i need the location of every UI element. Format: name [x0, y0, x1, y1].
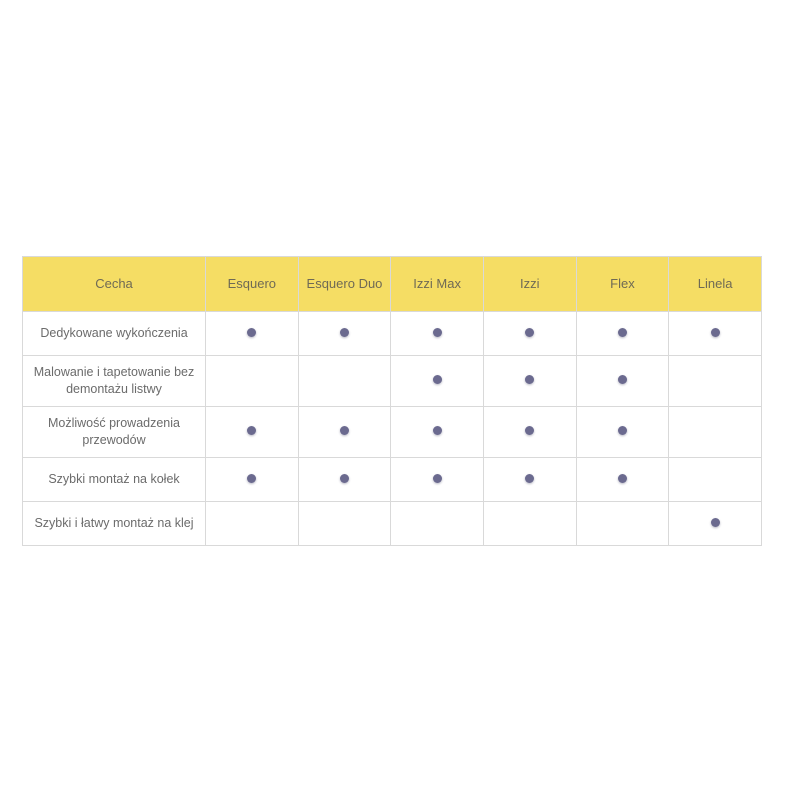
feature-mark-cell — [298, 406, 391, 457]
table-header — [23, 257, 762, 312]
feature-mark-cell — [483, 501, 576, 545]
feature-mark-cell — [298, 457, 391, 501]
column-header-izzi-max: Izzi Max — [391, 257, 484, 312]
feature-mark-cell — [206, 312, 299, 356]
empty-marker-icon — [711, 375, 720, 384]
table-row — [23, 501, 762, 545]
column-header-flex: Flex — [576, 257, 669, 312]
feature-mark-cell — [576, 501, 669, 545]
feature-label-cell: Szybki montaż na kołek — [23, 457, 206, 501]
dot-marker-icon — [525, 375, 534, 384]
feature-mark-cell — [298, 356, 391, 407]
feature-mark-cell — [669, 312, 762, 356]
dot-marker-icon — [618, 474, 627, 483]
dot-marker-icon — [618, 426, 627, 435]
feature-mark-cell — [576, 356, 669, 407]
table-row — [23, 356, 762, 407]
dot-marker-icon — [340, 426, 349, 435]
feature-mark-cell — [669, 457, 762, 501]
column-header-feature: Cecha — [23, 257, 206, 312]
feature-mark-cell — [483, 356, 576, 407]
feature-label-cell: Szybki i łatwy montaż na klej — [23, 501, 206, 545]
table-row — [23, 406, 762, 457]
empty-marker-icon — [711, 426, 720, 435]
feature-mark-cell — [391, 356, 484, 407]
feature-comparison-table — [22, 256, 762, 546]
table-row — [23, 312, 762, 356]
empty-marker-icon — [340, 375, 349, 384]
dot-marker-icon — [525, 426, 534, 435]
empty-marker-icon — [525, 518, 534, 527]
feature-mark-cell — [298, 501, 391, 545]
feature-label-cell: Możliwość prowadzenia przewodów — [23, 406, 206, 457]
feature-mark-cell — [669, 406, 762, 457]
empty-marker-icon — [711, 474, 720, 483]
table-row — [23, 457, 762, 501]
dot-marker-icon — [711, 328, 720, 337]
feature-mark-cell — [483, 312, 576, 356]
comparison-table-container — [22, 256, 762, 546]
dot-marker-icon — [433, 426, 442, 435]
dot-marker-icon — [247, 474, 256, 483]
dot-marker-icon — [618, 375, 627, 384]
empty-marker-icon — [247, 518, 256, 527]
dot-marker-icon — [525, 328, 534, 337]
dot-marker-icon — [525, 474, 534, 483]
table-header-row — [23, 257, 762, 312]
dot-marker-icon — [340, 474, 349, 483]
feature-mark-cell — [206, 457, 299, 501]
dot-marker-icon — [433, 375, 442, 384]
feature-mark-cell — [576, 312, 669, 356]
column-header-esquero: Esquero — [206, 257, 299, 312]
feature-mark-cell — [206, 406, 299, 457]
dot-marker-icon — [433, 474, 442, 483]
empty-marker-icon — [247, 375, 256, 384]
empty-marker-icon — [433, 518, 442, 527]
table-body — [23, 312, 762, 546]
feature-mark-cell — [391, 501, 484, 545]
feature-mark-cell — [576, 406, 669, 457]
dot-marker-icon — [247, 328, 256, 337]
feature-mark-cell — [298, 312, 391, 356]
feature-mark-cell — [206, 501, 299, 545]
feature-mark-cell — [669, 356, 762, 407]
dot-marker-icon — [711, 518, 720, 527]
column-header-izzi: Izzi — [483, 257, 576, 312]
feature-mark-cell — [483, 406, 576, 457]
dot-marker-icon — [618, 328, 627, 337]
feature-mark-cell — [669, 501, 762, 545]
column-header-esquero-duo: Esquero Duo — [298, 257, 391, 312]
feature-label-cell: Dedykowane wykończenia — [23, 312, 206, 356]
feature-label-cell: Malowanie i tapetowanie bez demontażu listwy — [23, 356, 206, 407]
dot-marker-icon — [340, 328, 349, 337]
feature-mark-cell — [483, 457, 576, 501]
feature-mark-cell — [391, 406, 484, 457]
column-header-linela: Linela — [669, 257, 762, 312]
feature-mark-cell — [391, 312, 484, 356]
empty-marker-icon — [340, 518, 349, 527]
dot-marker-icon — [433, 328, 442, 337]
feature-mark-cell — [206, 356, 299, 407]
dot-marker-icon — [247, 426, 256, 435]
empty-marker-icon — [618, 518, 627, 527]
feature-mark-cell — [391, 457, 484, 501]
feature-mark-cell — [576, 457, 669, 501]
